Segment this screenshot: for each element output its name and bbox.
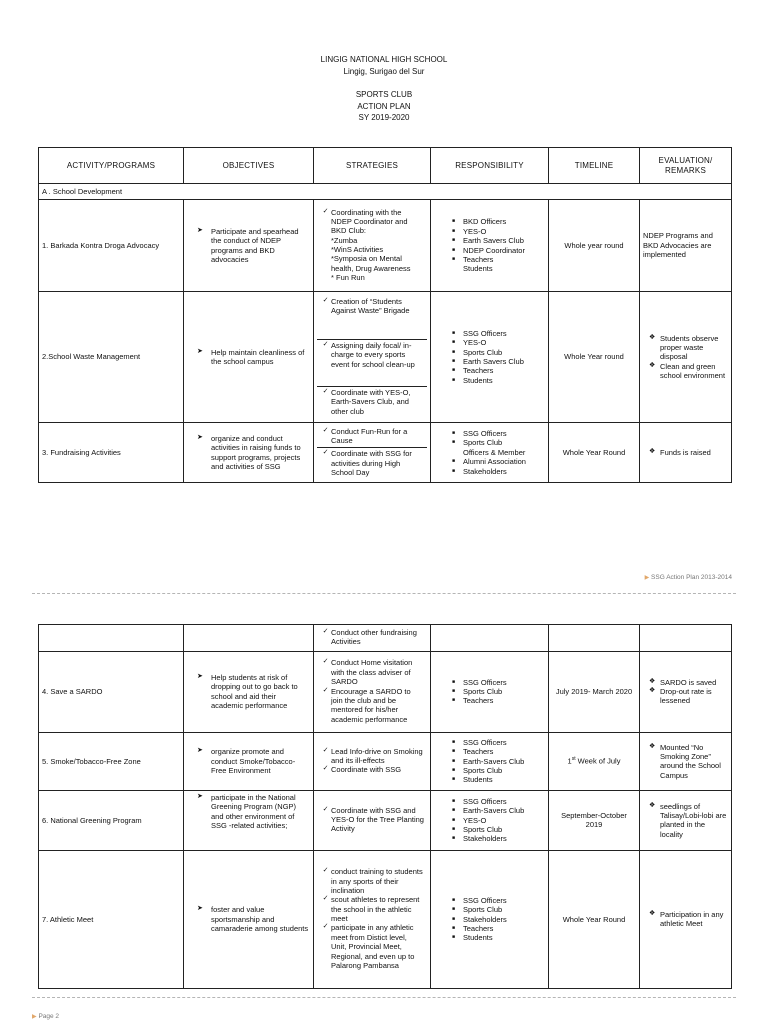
strategies-cell: ✓ Creation of “Students Against Waste” Brigade ✓ Assigning daily focal/ in-charge to every sports event for school clean-up ✓ Coordinate with YES-O, Earth-Savers Club, and other club xyxy=(314,292,431,423)
square-bullet-icon: ■ xyxy=(452,237,456,244)
running-footer: ▶ SSG Action Plan 2013-2014 xyxy=(644,574,732,581)
square-bullet-icon: ■ xyxy=(452,738,456,745)
diamond-bullet-icon: ❖ xyxy=(649,687,656,695)
strategies-cell: ✓ Conduct other fundraising Activities xyxy=(314,625,431,652)
activity-cell: 5. Smoke/Tobacco-Free Zone xyxy=(39,732,184,790)
activity-cell: 4. Save a SARDO xyxy=(39,651,184,732)
action-plan-table-1 xyxy=(38,147,732,483)
timeline-cell: September-October 2019 xyxy=(549,790,640,850)
square-bullet-icon: ■ xyxy=(452,915,456,922)
school-year: SY 2019-2020 xyxy=(358,113,410,122)
responsibility-cell: ■ SSG Officers ■ Teachers ■ Earth-Savers Club ■ Sports Club ■ Students xyxy=(431,732,549,790)
col-header-timeline: TIMELINE xyxy=(549,148,640,184)
evaluation-cell: ❖ Participation in any athletic Meet xyxy=(640,850,732,988)
objective-cell: ➤ Help maintain cleanliness of the school campus xyxy=(184,292,314,423)
school-name: LINGIG NATIONAL HIGH SCHOOL xyxy=(320,55,448,64)
activity-cell: 7. Athletic Meet xyxy=(39,850,184,988)
square-bullet-icon: ■ xyxy=(452,339,456,346)
timeline-cell xyxy=(549,625,640,652)
doc-title: ACTION PLAN xyxy=(357,101,411,111)
square-bullet-icon: ■ xyxy=(452,329,456,336)
square-bullet-icon: ■ xyxy=(452,430,456,437)
check-icon: ✓ xyxy=(322,686,329,694)
objective-cell: ➤ Help students at risk of dropping out to go back to school and aid their academic performance xyxy=(184,651,314,732)
square-bullet-icon: ■ xyxy=(452,797,456,804)
square-bullet-icon: ■ xyxy=(452,255,456,262)
responsibility-cell: ■ SSG Officers ■ Sports Club ■ Stakeholders ■ Teachers ■ Students xyxy=(431,850,549,988)
table-row xyxy=(39,850,732,988)
page-divider xyxy=(32,997,736,998)
square-bullet-icon: ■ xyxy=(452,807,456,814)
check-icon: ✓ xyxy=(322,628,329,635)
diamond-bullet-icon: ❖ xyxy=(649,447,656,455)
page-header xyxy=(0,54,768,124)
square-bullet-icon: ■ xyxy=(452,934,456,941)
table-row xyxy=(39,625,732,652)
square-bullet-icon: ■ xyxy=(452,766,456,773)
square-bullet-icon: ■ xyxy=(452,458,456,465)
square-bullet-icon: ■ xyxy=(452,439,456,446)
evaluation-cell: ❖ Funds is raised xyxy=(640,423,732,483)
square-bullet-icon: ■ xyxy=(452,757,456,764)
check-icon: ✓ xyxy=(322,805,329,813)
check-icon: ✓ xyxy=(322,387,329,395)
activity-cell: 2.School Waste Management xyxy=(39,292,184,423)
timeline-cell: July 2019- March 2020 xyxy=(549,651,640,732)
diamond-bullet-icon: ❖ xyxy=(649,361,656,369)
square-bullet-icon: ■ xyxy=(452,816,456,823)
evaluation-cell: NDEP Programs and BKD Advocacies are implemented xyxy=(640,200,732,292)
arrow-bullet-icon: ➤ xyxy=(197,792,203,800)
activity-cell: 6. National Greening Program xyxy=(39,790,184,850)
square-bullet-icon: ■ xyxy=(452,924,456,931)
check-icon: ✓ xyxy=(322,746,329,754)
responsibility-cell: ■ SSG Officers ■ Sports Club Officers & Member ■ Alumni Association ■ Stakeholders xyxy=(431,423,549,483)
check-icon: ✓ xyxy=(322,426,329,434)
table-row xyxy=(39,423,732,483)
square-bullet-icon: ■ xyxy=(452,776,456,783)
strategies-cell: ✓ Conduct Home visitation with the class adviser of SARDO ✓ Encourage a SARDO to join the club and be mentored for his/her academic performance xyxy=(314,651,431,732)
check-icon: ✓ xyxy=(322,296,329,304)
objective-cell: ➤ organize and conduct activities in raising funds to support programs, projects and activities of SSG xyxy=(184,423,314,483)
table-row xyxy=(39,292,732,423)
section-label: A . School Development xyxy=(39,184,732,200)
diamond-bullet-icon: ❖ xyxy=(649,801,656,809)
check-icon: ✓ xyxy=(322,895,329,903)
table-header-row xyxy=(39,148,732,184)
square-bullet-icon: ■ xyxy=(452,688,456,695)
responsibility-cell: ■ BKD Officers ■ YES-O ■ Earth Savers Club ■ NDEP Coordinator ■ Teachers Students xyxy=(431,200,549,292)
objective-cell: ➤ foster and value sportsmanship and camaraderie among students xyxy=(184,850,314,988)
square-bullet-icon: ■ xyxy=(452,896,456,903)
square-bullet-icon: ■ xyxy=(452,348,456,355)
col-header-strategies: STRATEGIES xyxy=(314,148,431,184)
school-location: Lingig, Surigao del Sur xyxy=(343,66,425,76)
activity-cell xyxy=(39,625,184,652)
diamond-bullet-icon: ❖ xyxy=(649,333,656,341)
diamond-bullet-icon: ❖ xyxy=(649,909,656,917)
objective-cell: ➤ organize promote and conduct Smoke/Tobacco-Free Environment xyxy=(184,732,314,790)
strategies-cell: ✓ Coordinate with SSG and YES-O for the Tree Planting Activity xyxy=(314,790,431,850)
evaluation-cell: ❖ Students observe proper waste disposal ❖ Clean and green school environment xyxy=(640,292,732,423)
evaluation-cell: ❖ Mounted “No Smoking Zone” around the School Campus xyxy=(640,732,732,790)
responsibility-cell: ■ SSG Officers ■ Earth-Savers Club ■ YES-O ■ Sports Club ■ Stakeholders xyxy=(431,790,549,850)
check-icon: ✓ xyxy=(322,658,329,666)
arrow-bullet-icon: ➤ xyxy=(197,747,203,755)
table-row xyxy=(39,200,732,292)
timeline-cell: Whole Year Round xyxy=(549,850,640,988)
arrow-bullet-icon: ➤ xyxy=(197,433,203,441)
page-number: ▶ Page 2 xyxy=(32,1013,60,1020)
arrow-bullet-icon: ➤ xyxy=(197,347,203,355)
timeline-cell: 1st Week of July xyxy=(549,732,640,790)
square-bullet-icon: ■ xyxy=(452,358,456,364)
check-icon: ✓ xyxy=(322,449,329,457)
check-icon: ✓ xyxy=(322,765,329,773)
diamond-bullet-icon: ❖ xyxy=(649,677,656,685)
check-icon: ✓ xyxy=(322,340,329,348)
diamond-bullet-icon: ❖ xyxy=(649,742,656,750)
arrow-bullet-icon: ➤ xyxy=(197,673,203,680)
objective-cell: ➤ Participate and spearhead the conduct of NDEP programs and BKD advocacies xyxy=(184,200,314,292)
objective-cell: ➤ participate in the National Greening Program (NGP) and other environment of SSG -related activities; xyxy=(184,790,314,850)
evaluation-cell xyxy=(640,625,732,652)
square-bullet-icon: ■ xyxy=(452,467,456,474)
square-bullet-icon: ■ xyxy=(452,218,456,225)
timeline-cell: Whole Year Round xyxy=(549,423,640,483)
timeline-cell: Whole Year round xyxy=(549,292,640,423)
square-bullet-icon: ■ xyxy=(452,376,456,383)
evaluation-cell: ❖ seedlings of Talisay/Lobi-lobi are planted in the locality xyxy=(640,790,732,850)
col-header-objectives: OBJECTIVES xyxy=(184,148,314,184)
section-row xyxy=(39,184,732,200)
triangle-icon: ▶ xyxy=(32,1014,37,1020)
square-bullet-icon: ■ xyxy=(452,367,456,374)
timeline-cell: Whole year round xyxy=(549,200,640,292)
col-header-responsibility: RESPONSIBILITY xyxy=(431,148,549,184)
page-divider xyxy=(32,593,736,594)
action-plan-table-2 xyxy=(38,624,732,989)
triangle-icon: ▶ xyxy=(644,575,650,581)
square-bullet-icon: ■ xyxy=(452,748,456,755)
strategies-cell: ✓ Conduct Fun-Run for a Cause ✓ Coordinate with SSG for activities during High School Day xyxy=(314,423,431,483)
table-row xyxy=(39,651,732,732)
square-bullet-icon: ■ xyxy=(452,697,456,704)
square-bullet-icon: ■ xyxy=(452,678,456,685)
strategies-cell: ✓ Lead Info-drive on Smoking and its ill-effects ✓ Coordinate with SSG xyxy=(314,732,431,790)
responsibility-cell: ■ SSG Officers ■ Sports Club ■ Teachers xyxy=(431,651,549,732)
club-name: SPORTS CLUB xyxy=(355,90,413,99)
table-row xyxy=(39,790,732,850)
objective-cell xyxy=(184,625,314,652)
square-bullet-icon: ■ xyxy=(452,906,456,913)
col-header-activity: ACTIVITY/PROGRAMS xyxy=(39,148,184,184)
table-row xyxy=(39,732,732,790)
activity-cell: 1. Barkada Kontra Droga Advocacy xyxy=(39,200,184,292)
square-bullet-icon: ■ xyxy=(452,227,456,234)
evaluation-cell: ❖ SARDO is saved ❖ Drop-out rate is lessened xyxy=(640,651,732,732)
col-header-evaluation: EVALUATION/ REMARKS xyxy=(640,148,732,184)
responsibility-cell xyxy=(431,625,549,652)
arrow-bullet-icon: ➤ xyxy=(197,905,203,913)
activity-cell: 3. Fundraising Activities xyxy=(39,423,184,483)
check-icon: ✓ xyxy=(322,207,329,215)
responsibility-cell: ■ SSG Officers ■ YES-O ■ Sports Club ■ Earth Savers Club ■ Teachers ■ Students xyxy=(431,292,549,423)
arrow-bullet-icon: ➤ xyxy=(197,226,203,234)
check-icon: ✓ xyxy=(322,867,329,875)
strategies-cell: ✓ conduct training to students in any sports of their inclination ✓ scout athletes to represent the school in the athletic meet ✓ participate in any athletic meet from Distict level, Unit, Provincial Meet, Regional, and even up to Palarong Pambansa xyxy=(314,850,431,988)
strategies-cell: ✓ Coordinating with the NDEP Coordinator and BKD Club: *Zumba *WinS Activities *Symposia on Mental health, Drug Awareness * Fun Run xyxy=(314,200,431,292)
square-bullet-icon: ■ xyxy=(452,825,456,832)
square-bullet-icon: ■ xyxy=(452,246,456,253)
check-icon: ✓ xyxy=(322,923,329,931)
square-bullet-icon: ■ xyxy=(452,835,456,842)
